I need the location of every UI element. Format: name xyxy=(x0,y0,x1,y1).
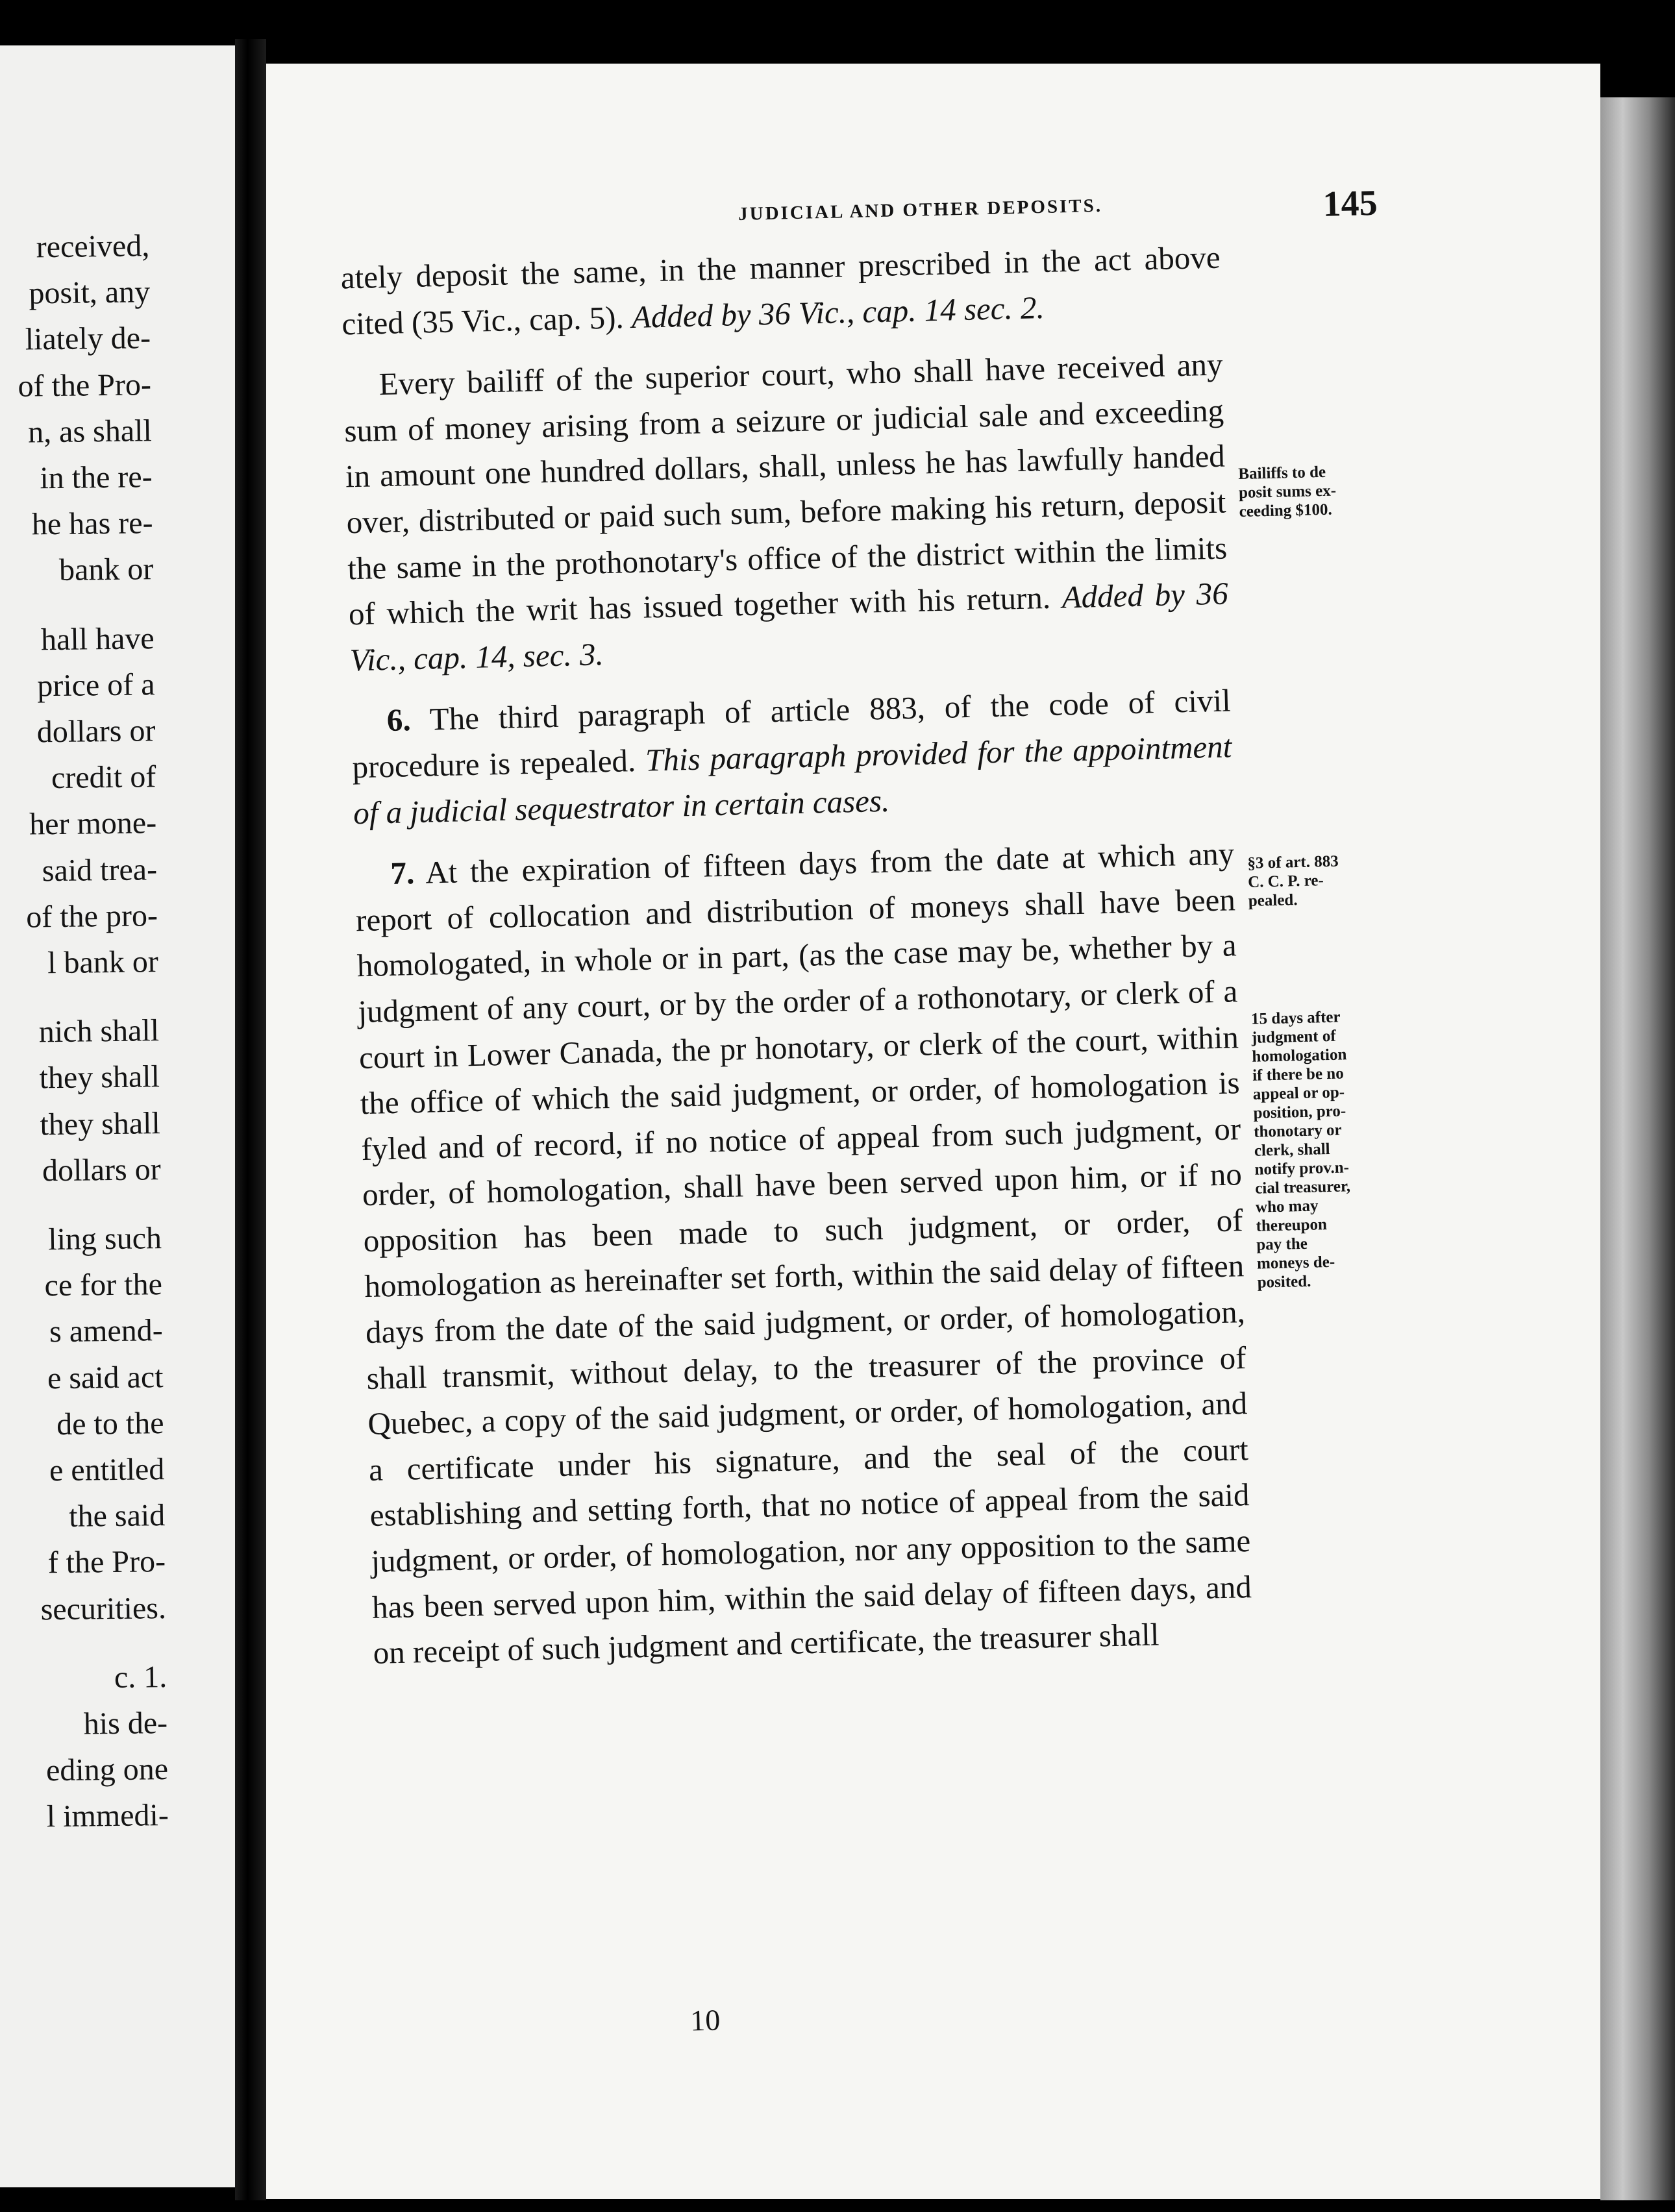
amendment-citation: Added by 36 Vic., cap. 14 sec. 2. xyxy=(631,289,1045,335)
left-page-fragment: ling such xyxy=(47,1221,162,1257)
editorial-note: This paragraph provided for the appointment of a judicial sequestrator in certain cases. xyxy=(353,728,1232,831)
left-page-fragment: nich shall xyxy=(38,1013,160,1050)
body-text xyxy=(340,235,1254,1692)
margin-note-line: homologation xyxy=(1252,1046,1347,1066)
margin-note-homologation xyxy=(1251,1007,1391,1292)
margin-note-line: ceeding $100. xyxy=(1239,500,1333,521)
left-page-fragment: said trea- xyxy=(42,852,158,888)
margin-note-bailiffs xyxy=(1238,461,1372,521)
margin-note-repeal xyxy=(1247,851,1382,911)
page-number: 145 xyxy=(1322,182,1378,225)
margin-note-line: cial treasurer, xyxy=(1254,1177,1351,1198)
margin-note-line: position, pro- xyxy=(1253,1102,1346,1122)
left-page-fragment: received, xyxy=(36,228,150,265)
margin-note-line: C. C. P. re- xyxy=(1247,872,1324,891)
margin-note-line: notify prov.n- xyxy=(1254,1159,1350,1179)
margin-note-line: if there be no xyxy=(1252,1064,1344,1085)
left-page-fragment: l immedi- xyxy=(46,1798,169,1834)
paragraph-text: ately deposit the same, in the manner prescribed in the act above cited (35 Vic., cap. 5). xyxy=(340,239,1221,342)
left-page-fragment: he has re- xyxy=(31,506,153,542)
left-page-fragment: of the pro- xyxy=(25,898,158,935)
left-facing-page xyxy=(0,45,235,2187)
book-gutter xyxy=(235,39,266,2200)
margin-note-line: §3 of art. 883 xyxy=(1247,852,1339,872)
margin-note-line: who may xyxy=(1255,1197,1319,1216)
left-page-fragment: they shall xyxy=(39,1059,160,1096)
signature-mark: 10 xyxy=(689,2003,721,2037)
margin-note-line: thereupon xyxy=(1256,1216,1328,1235)
margin-note-line: pealed. xyxy=(1248,891,1298,910)
left-page-fragment: e said act xyxy=(47,1359,164,1395)
margin-note-line: clerk, shall xyxy=(1254,1140,1330,1160)
left-page-fragment: of the Pro- xyxy=(18,367,152,404)
left-page-fragment: her mone- xyxy=(29,805,157,842)
paragraph-text: At the expiration of fifteen days from the date at which any report of collocation and distribution of moneys shall have been homologated, in whole or in part, (as the case may be, whether by a judgment of any court, or by the order of a rothonotary, or clerk of a court in Lower Canada, the pr honotary, or clerk of the court, within the office of which the said judgment, or order, of homologation is fyled and of record, if no notice of appeal from such judgment, or order, of homologation, shall have been served upon him, or if no opposition has been made to such judgment, or order, of homologation as hereinafter set forth, within the said delay of fifteen days from the date of the said judgment, or order, of homologation, shall transmit, without delay, to the treasurer of the province of Quebec, a copy of the said judgment, or order, of homologation, and a certificate under his signature, and the seal of the court establishing and setting forth, that no notice of appeal from the said judgment, or order, of homologation, nor any opposition to the same has been served upon him, within the said delay of fifteen days, and on receipt of such judgment and certificate, the treasurer shall xyxy=(355,835,1252,1671)
margin-note-line: 15 days after xyxy=(1250,1008,1341,1028)
amendment-citation: Added by 36 Vic., cap. 14, sec. 3. xyxy=(349,575,1229,678)
section-7 xyxy=(354,831,1254,1676)
margin-note-line: posited. xyxy=(1257,1272,1311,1292)
section-number: 7. xyxy=(390,855,415,892)
left-page-fragment: his de- xyxy=(83,1706,168,1741)
left-page-fragment: credit of xyxy=(51,759,156,796)
left-page-fragment: n, as shall xyxy=(27,413,153,450)
left-page-text-fragments xyxy=(0,230,173,2180)
left-page-fragment: securities. xyxy=(40,1590,167,1627)
page-content xyxy=(266,64,1600,2199)
section-number: 6. xyxy=(386,702,412,739)
margin-note-line: thonotary or xyxy=(1253,1121,1342,1141)
left-page-fragment: ce for the xyxy=(44,1267,163,1303)
left-page-fragment: c. 1. xyxy=(114,1659,168,1695)
left-page-fragment: liately de- xyxy=(25,321,151,357)
left-page-fragment: price of a xyxy=(36,667,155,704)
left-page-fragment: eding one xyxy=(45,1752,169,1788)
left-page-fragment: f the Pro- xyxy=(47,1544,166,1580)
paragraph-bailiffs xyxy=(343,342,1230,683)
left-page-fragment: the said xyxy=(68,1498,166,1534)
left-page-fragment: in the re- xyxy=(40,460,153,496)
paragraph-text: Every bailiff of the superior court, who shall have received any sum of money arising from a seizure or judicial sale and exceeding in amount one hundred dollars, shall, unless he has lawfully handed over, distributed or paid such sum, before making his return, deposit the same in the prothonotary's office of the district within the limits of which the writ has issued together with his return. xyxy=(343,346,1228,632)
paragraph-continuation xyxy=(340,235,1222,347)
left-page-fragment: they shall xyxy=(40,1105,161,1142)
margin-note-line: Bailiffs to de xyxy=(1238,463,1326,484)
left-page-fragment: s amend- xyxy=(49,1313,164,1349)
left-page-fragment: bank or xyxy=(58,552,154,588)
page-edge-shadow xyxy=(1600,97,1675,2200)
left-page-fragment: l bank or xyxy=(47,944,159,981)
section-6 xyxy=(351,678,1234,837)
main-page xyxy=(266,64,1600,2199)
left-page-fragment: e entitled xyxy=(49,1452,165,1488)
left-page-fragment: dollars or xyxy=(42,1151,161,1188)
margin-note-line: pay the xyxy=(1256,1235,1308,1254)
margin-note-line: judgment of xyxy=(1251,1027,1336,1047)
left-page-fragment: de to the xyxy=(56,1405,164,1442)
left-page-fragment: posit, any xyxy=(29,275,151,311)
margin-note-line: posit sums ex- xyxy=(1238,482,1337,502)
margin-note-line: appeal or op- xyxy=(1252,1083,1345,1103)
left-page-fragment: dollars or xyxy=(36,713,156,750)
paragraph-text: The third paragraph of article 883, of the code of civil procedure is repealed. xyxy=(351,682,1232,785)
margin-note-line: moneys de- xyxy=(1256,1253,1335,1273)
running-head: JUDICIAL AND OTHER DEPOSITS. xyxy=(738,195,1103,225)
left-page-fragment: hall have xyxy=(40,621,155,657)
